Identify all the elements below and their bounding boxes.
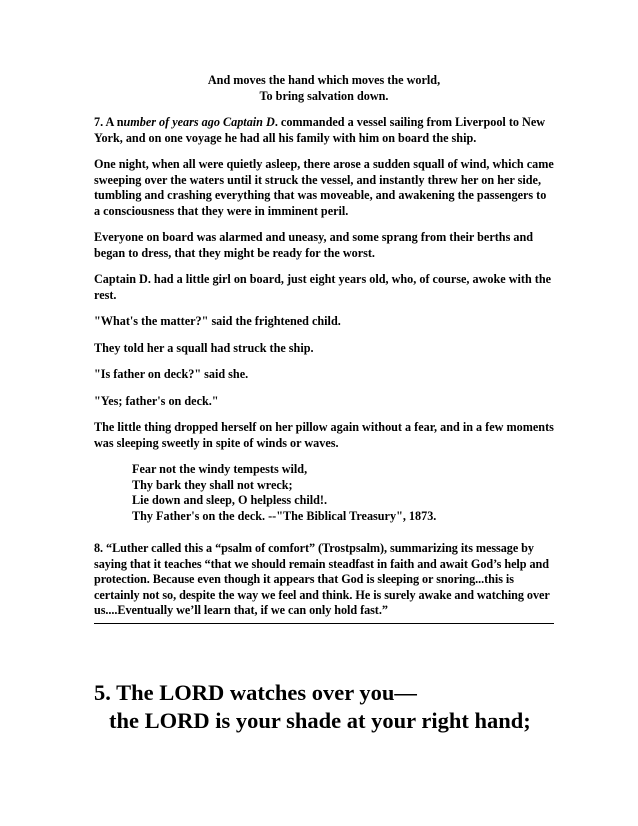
paragraph-alarmed: Everyone on board was alarmed and uneasy, and some sprang from their berths and began to dress, that they might be ready for the worst.	[94, 230, 534, 260]
poem-line: Fear not the windy tempests wild,	[132, 462, 308, 476]
verse-line-1: And moves the hand which moves the world,	[207, 73, 441, 87]
verse-quote	[94, 73, 554, 104]
paragraph-father-on-deck-answer: "Yes; father's on deck."	[94, 393, 219, 408]
item-8-paragraph: 8. “Luther called this a “psalm of comfort” (Trostpsalm), summarizing its message by saying that it teaches “that we should remain steadfast in faith and await God’s help and protection. Because even though it appears that God is sleeping or snoring...this is certainly not so, despite the way we feel and think. He is surely awake and watching over us....Eventually we’ll learn that, if we can only hold fast.”	[94, 541, 550, 617]
verse-heading	[94, 679, 614, 735]
item-7-italic-text: umber of years ago Captain D	[123, 115, 275, 129]
poem-block	[132, 462, 554, 524]
divider-rule	[94, 623, 554, 624]
paragraph-sleeping-sweetly: The little thing dropped herself on her pillow again without a fear, and in a few moments was sleeping sweetly in spite of winds or waves.	[94, 420, 554, 450]
paragraph-squall-struck: They told her a squall had struck the ship.	[94, 340, 314, 355]
item-7-paragraph	[94, 115, 554, 146]
item-7-number: 7. A n	[94, 115, 124, 129]
poem-line: Thy Father's on the deck. --"The Biblical Treasury", 1873.	[132, 508, 437, 523]
heading-line-1: 5. The LORD watches over you—	[94, 680, 417, 705]
poem-line: Lie down and sleep, O helpless child!.	[132, 493, 328, 507]
verse-line-2: To bring salvation down.	[259, 88, 389, 103]
paragraph-whats-the-matter: "What's the matter?" said the frightened child.	[94, 314, 341, 328]
poem-line: Thy bark they shall not wreck;	[132, 477, 293, 492]
item-7-text: . commanded a vessel sailing from Liverpool to New York, and on one voyage he had all his family with him on board the ship.	[94, 115, 546, 145]
heading-line-2: the LORD is your shade at your right hand;	[109, 708, 531, 733]
document-body	[94, 73, 554, 624]
paragraph-father-on-deck-question: "Is father on deck?" said she.	[94, 367, 249, 381]
paragraph-squall: One night, when all were quietly asleep, there arose a sudden squall of wind, which came sweeping over the waters until it struck the vessel, and instantly threw her on her side, tumbling and crashing everything that was moveable, and awakening the passengers to a consciousness that they were in imminent peril.	[94, 157, 554, 218]
paragraph-little-girl: Captain D. had a little girl on board, just eight years old, who, of course, awoke with the rest.	[94, 272, 552, 302]
